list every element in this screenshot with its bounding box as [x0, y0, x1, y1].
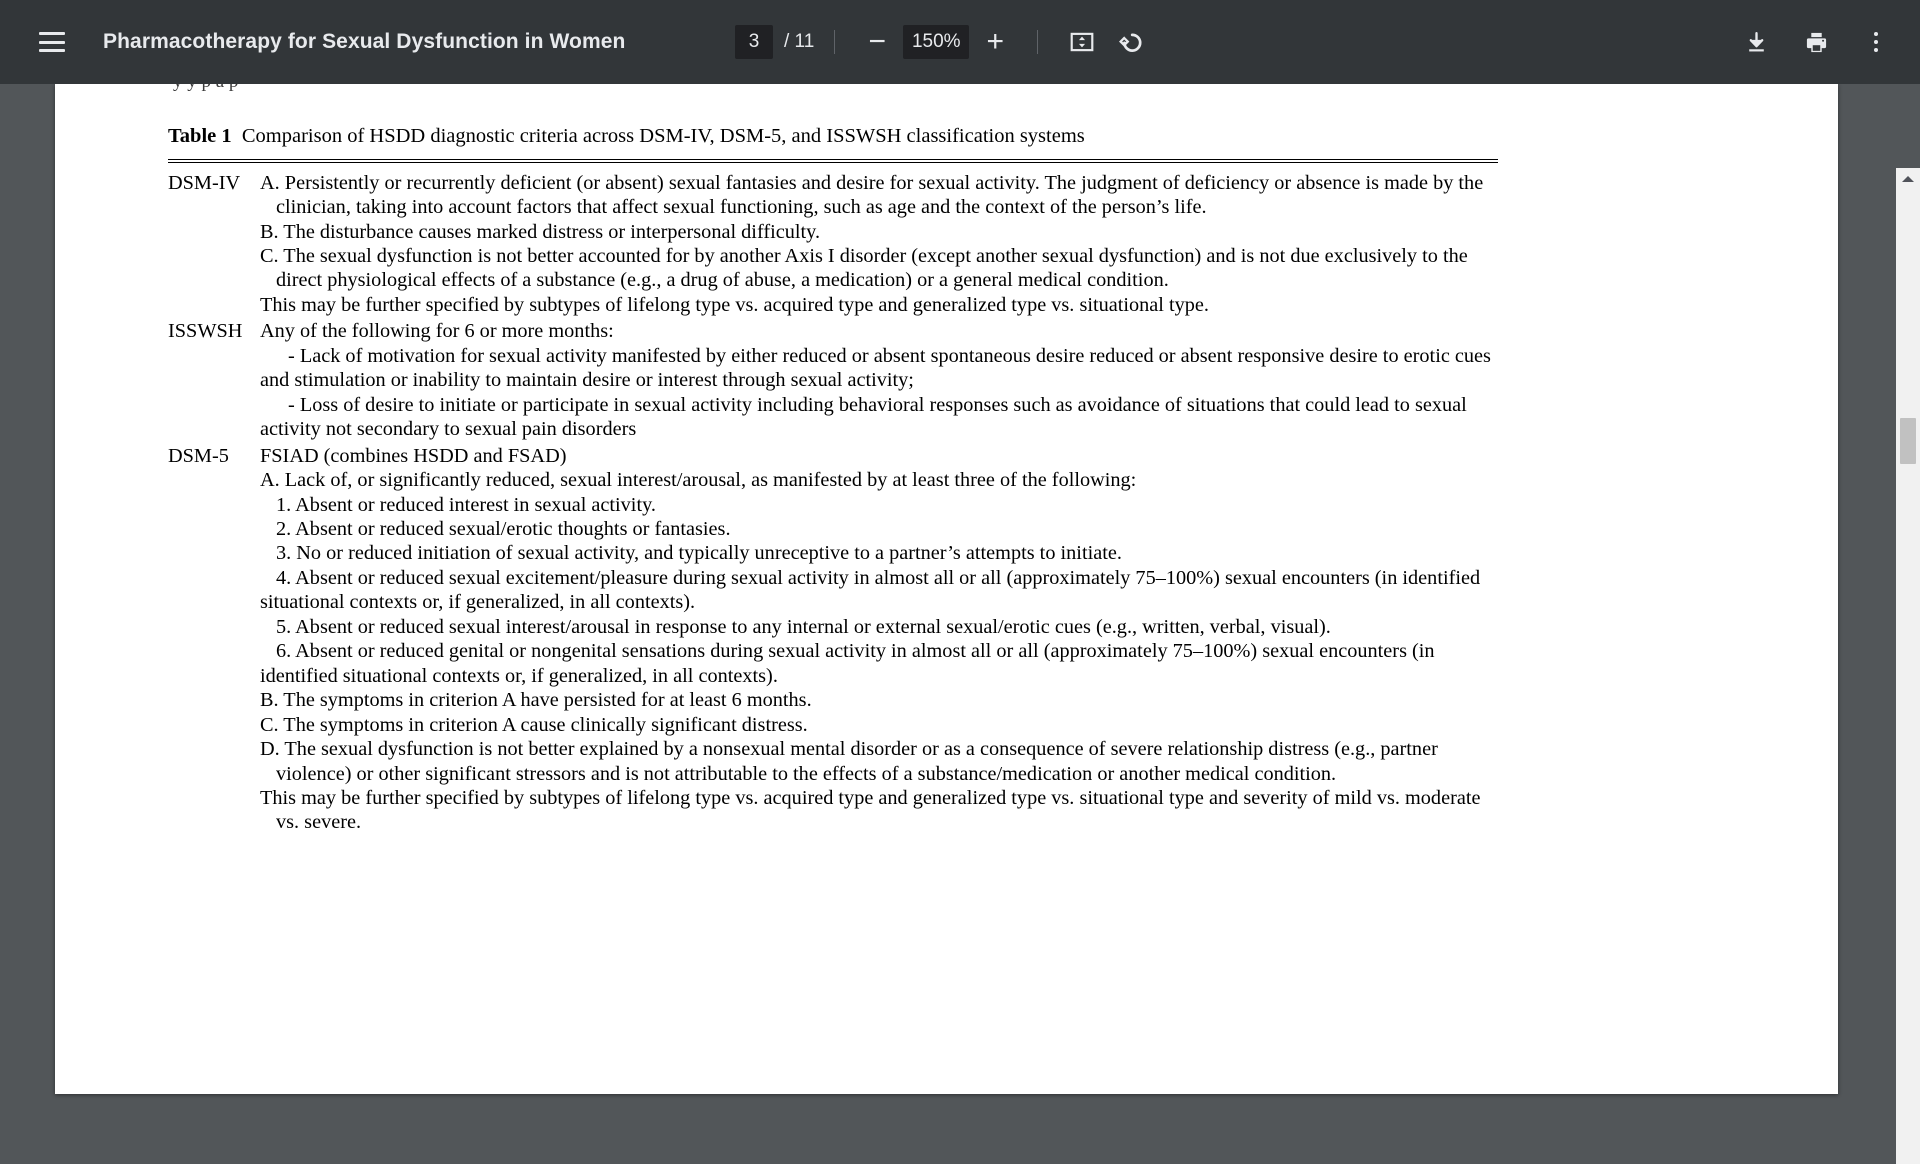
- table-row: [168, 171, 1498, 318]
- rotate-counterclockwise-icon[interactable]: [1106, 18, 1154, 66]
- table-criterion-line: C. The sexual dysfunction is not better accounted for by another Axis I disorder (except another sexual dysfunction) and is not due exclusively to the direct physiological effects of a substance (e.g., a drug of abuse, a medication) or a general medical condition.: [260, 244, 1468, 292]
- toolbar-divider-2: [1037, 30, 1038, 54]
- table-row: [168, 319, 1498, 441]
- print-icon[interactable]: [1792, 18, 1840, 66]
- table-criterion-line: 1. Absent or reduced interest in sexual activity.: [276, 493, 656, 516]
- table-criterion-line: This may be further specified by subtypes of lifelong type vs. acquired type and generalized type vs. situational type.: [260, 293, 1210, 316]
- fit-to-page-glyph: [1069, 29, 1095, 55]
- vertical-scrollbar[interactable]: [1896, 168, 1920, 1164]
- more-options-icon[interactable]: [1852, 18, 1900, 66]
- table-criterion-line: A. Lack of, or significantly reduced, sexual interest/arousal, as manifested by at least three of the following:: [260, 469, 1137, 492]
- table-1: [168, 124, 1498, 835]
- table-caption: [168, 124, 1498, 159]
- scrollbar-thumb[interactable]: [1900, 418, 1916, 464]
- rotate-glyph: [1117, 29, 1144, 56]
- table-criterion-line: 6. Absent or reduced genital or nongenital sensations during sexual activity in almost all or all (approximately 75–100%) sexual encounters (in identified situational contexts or, if generalized, in all contexts).: [260, 640, 1435, 687]
- zoom-in-label: +: [986, 25, 1005, 58]
- pdf-viewer-area[interactable]: [0, 84, 1920, 1080]
- table-body: [168, 163, 1498, 835]
- table-criterion-line: 4. Absent or reduced sexual excitement/pleasure during sexual activity in almost all or all (approximately 75–100%) sexual encounters (in identified situational contexts or, if generalized, in all contexts).: [260, 566, 1481, 614]
- page-count-label: / 11: [784, 31, 815, 52]
- print-glyph: [1804, 30, 1829, 55]
- fit-to-page-icon[interactable]: [1058, 18, 1106, 66]
- toolbar-divider-1: [834, 30, 835, 54]
- page-and-zoom-controls: [735, 0, 1154, 84]
- table-criterion-line: 5. Absent or reduced sexual interest/arousal in response to any internal or external sexual/erotic cues (e.g., written, verbal, visual).: [276, 615, 1331, 638]
- document-title: Pharmacotherapy for Sexual Dysfunction in Women: [103, 30, 626, 53]
- table-row-content: [260, 444, 1498, 835]
- scroll-up-arrow-icon[interactable]: [1896, 168, 1920, 190]
- table-criterion-line: A. Persistently or recurrently deficient (or absent) sexual fantasies and desire for sexual activity. The judgment of deficiency or absence is made by the clinician, taking into account factors that affect sexual functioning, such as age and the context of the person’s life.: [260, 171, 1484, 219]
- table-criterion-line: C. The symptoms in criterion A cause clinically significant distress.: [260, 713, 808, 736]
- table-row-content: [260, 171, 1498, 318]
- hamburger-menu-glyph: [39, 32, 65, 52]
- table-criterion-line: - Lack of motivation for sexual activity manifested by either reduced or absent spontaneous desire reduced or absent responsive desire to erotic cues and stimulation or inability to maintain desire or interest through sexual activity;: [260, 344, 1491, 392]
- table-criterion-line: - Loss of desire to initiate or participate in sexual activity including behavioral responses such as avoidance of situations that could lead to sexual activity not secondary to sexual pain disorders: [260, 393, 1467, 441]
- zoom-out-button[interactable]: [855, 20, 899, 64]
- pdf-viewer-toolbar: [0, 0, 1920, 84]
- table-criterion-line: B. The symptoms in criterion A have persisted for at least 6 months.: [260, 689, 812, 712]
- table-criterion-line: D. The sexual dysfunction is not better explained by a nonsexual mental disorder or as a consequence of severe relationship distress (e.g., partner violence) or other significant stressors and is not attributable to the effects of a substance/medication or another medical condition.: [260, 738, 1438, 785]
- table-caption-text: Comparison of HSDD diagnostic criteria across DSM-IV, DSM-5, and ISSWSH classification systems: [241, 125, 1085, 147]
- table-criterion-line: 2. Absent or reduced sexual/erotic thoughts or fantasies.: [276, 517, 731, 540]
- hamburger-menu-icon[interactable]: [28, 18, 76, 66]
- scroll-up-arrow-glyph: [1902, 176, 1914, 182]
- table-criterion-line: 3. No or reduced initiation of sexual activity, and typically unreceptive to a partner’s attempts to initiate.: [276, 542, 1122, 565]
- table-criterion-line: Any of the following for 6 or more months:: [260, 320, 614, 343]
- zoom-out-label: −: [868, 25, 887, 58]
- table-row-label: DSM-5: [168, 444, 229, 467]
- more-options-glyph: [1874, 32, 1878, 52]
- table-row-label: ISSWSH: [168, 320, 243, 343]
- toolbar-actions: [1732, 0, 1900, 84]
- table-criterion-line: FSIAD (combines HSDD and FSAD): [260, 444, 567, 467]
- page-number-input[interactable]: [735, 25, 773, 59]
- table-row-content: [260, 319, 1498, 441]
- zoom-in-button[interactable]: [973, 20, 1017, 64]
- zoom-level-display[interactable]: 150%: [903, 25, 969, 59]
- table-criterion-line: B. The disturbance causes marked distress or interpersonal difficulty.: [260, 220, 821, 243]
- download-icon[interactable]: [1732, 18, 1780, 66]
- table-label: Table 1: [168, 125, 232, 147]
- table-row-label: DSM-IV: [168, 171, 241, 194]
- pdf-page-3: [55, 84, 1838, 1094]
- table-criterion-line: This may be further specified by subtypes of lifelong type vs. acquired type and generalized type vs. situational type and severity of mild vs. moderate vs. severe.: [260, 786, 1481, 834]
- table-row: [168, 444, 1498, 835]
- download-glyph: [1744, 30, 1769, 55]
